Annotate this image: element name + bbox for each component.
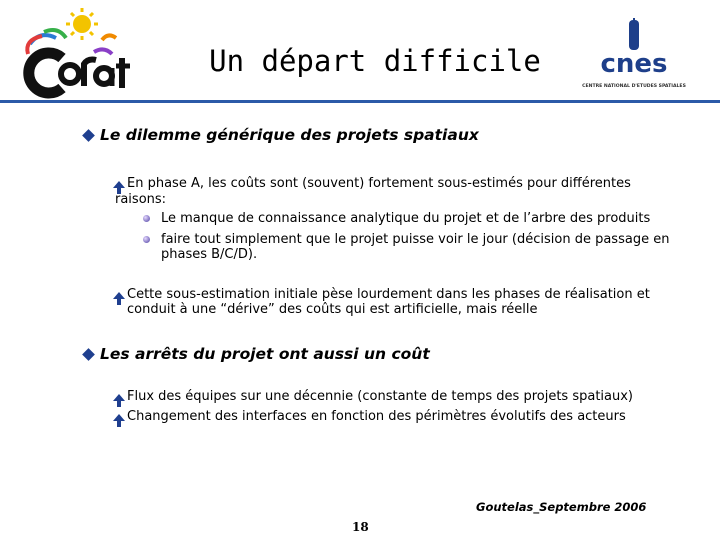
bullet-text-line: raisons: — [115, 192, 167, 207]
arrow-bullet-icon — [113, 392, 125, 405]
section-heading: Les arrêts du projet ont aussi un coût — [100, 345, 430, 363]
round-bullet-icon — [143, 215, 150, 222]
svg-text:cnes: cnes — [600, 49, 668, 79]
arrow-bullet-icon — [113, 179, 125, 192]
sub-bullet-text-line: Le manque de connaissance analytique du projet et de l’arbre des produits — [161, 211, 651, 226]
bullet-text-line: Cette sous-estimation initiale pèse lourdement dans les phases de réalisation et — [127, 287, 650, 302]
arrow-bullet-icon — [113, 290, 125, 303]
svg-text:CENTRE NATIONAL D'ETUDES SPATI: CENTRE NATIONAL D'ETUDES SPATIALES — [582, 84, 686, 89]
diamond-bullet-icon — [82, 129, 95, 142]
title-divider — [0, 100, 720, 103]
bullet-text-line: Changement des interfaces en fonction des périmètres évolutifs des acteurs — [127, 409, 626, 424]
page-number: 18 — [352, 520, 369, 534]
sub-bullet-text-line: phases B/C/D). — [161, 247, 258, 262]
sun-icon — [66, 8, 98, 40]
footer-author: Goutelas_Septembre 2006 — [476, 500, 647, 514]
slide-title: Un départ difficile — [209, 44, 541, 78]
arrow-bullet-icon — [113, 412, 125, 425]
bullet-text-line: conduit à une “dérive” des coûts qui est artificielle, mais réelle — [127, 302, 538, 317]
round-bullet-icon — [143, 236, 150, 243]
diamond-bullet-icon — [82, 348, 95, 361]
bullet-text-line: Flux des équipes sur une décennie (constante de temps des projets spatiaux) — [127, 389, 633, 404]
sub-bullet-text-line: faire tout simplement que le projet puisse voir le jour (décision de passage en — [161, 232, 670, 247]
section-heading: Le dilemme générique des projets spatiaux — [100, 126, 479, 144]
bullet-text-line: En phase A, les coûts sont (souvent) fortement sous-estimés pour différentes — [127, 176, 631, 191]
